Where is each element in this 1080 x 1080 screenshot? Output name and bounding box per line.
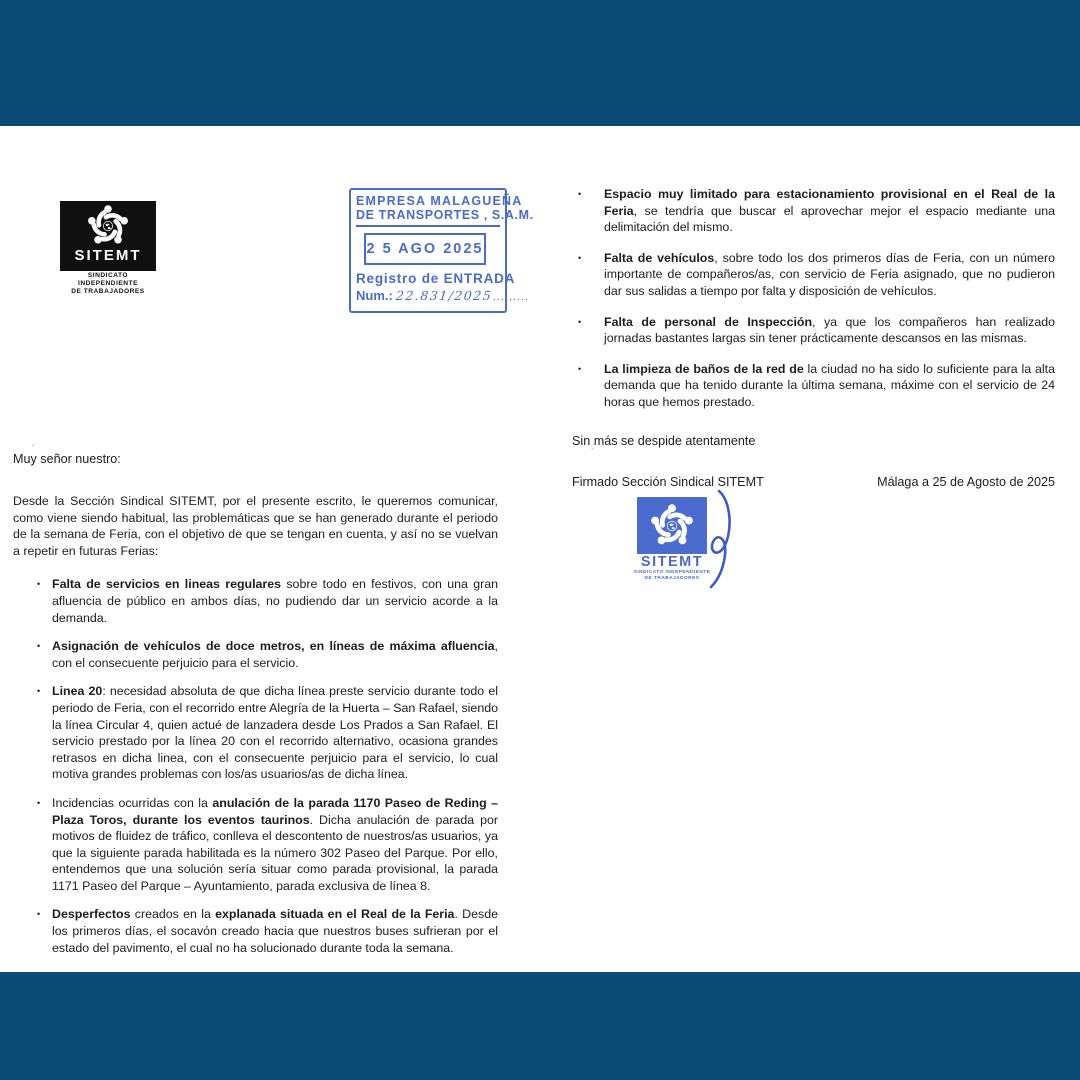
- stamp-registro-line: Registro de ENTRADA: [356, 271, 516, 286]
- place-date: Málaga a 25 de Agosto de 2025: [877, 474, 1055, 489]
- intro-paragraph: Desde la Sección Sindical SITEMT, por el presente escrito, le queremos comunicar, como viene siendo habitual, las problemáticas que se han generado durante el periodo de la semana de Feria, con el objetivo de que se tengan en cuenta, y así no se vuelvan a repetir en futuras Ferias:: [13, 494, 498, 558]
- left-bullet-list: [13, 576, 498, 956]
- bullet-item: • Incidencias ocurridas con la anulación de la parada 1170 Paseo de Reding – Plaza Toros, durante los eventos taurinos. Dicha anulación de parada por motivos de fluidez de tráfico, conlleva el descontento de nuestros/as usuarios, ya que la siguiente parada habilitada es la número 302 Paseo del Parque. Por ello, entendemos que una solución sería situar como parada provisional, la parada 1171 Paseo del Parque – Ayuntamiento, parada exclusiva de línea 8.: [35, 795, 498, 895]
- stamp-date-box: [364, 233, 486, 265]
- registry-entry-stamp: [349, 188, 534, 313]
- sitemt-emblem-icon: [85, 203, 131, 249]
- ink-speck: ʼ: [31, 442, 37, 454]
- signature-stamp: [633, 497, 747, 582]
- signed-by: Firmado Sección Sindical SITEMT: [572, 474, 764, 489]
- logo-wordmark: SITEMT: [74, 247, 142, 264]
- bullet-item: • Falta de servicios en lineas regulares sobre todo en festivos, con una gran afluencia de público en ambos días, no pudiendo dar un servicio acorde a la demanda.: [35, 576, 498, 626]
- signature-row: [572, 475, 1055, 489]
- closing-line: Sin más se despide atentamente: [572, 433, 756, 448]
- stamp-company-line2: DE TRANSPORTES , S.A.M.: [356, 208, 500, 227]
- signature-stamp-caption2: DE TRABAJADORES: [644, 576, 700, 581]
- bottom-border-band: [0, 972, 1080, 1080]
- stamp-num-handwritten: 22.831/2025: [395, 288, 494, 303]
- right-bullet-list: [572, 186, 1055, 411]
- stamp-num-line: [356, 287, 530, 306]
- bullet-item: • Falta de personal de Inspección, ya que los compañeros han realizado jornadas bastantes largas sin tener prácticamente descansos en las mismas.: [576, 314, 1055, 347]
- bullet-item: • Falta de vehículos, sobre todo los dos primeros días de Feria, con un número importante de compañeros/as, con servicio de Feria asignado, que no pudieron dar sus salidas a tiempo por falta y disposición de vehículos.: [576, 250, 1055, 300]
- logo-caption-line1: SINDICATO INDEPENDIENTE: [78, 272, 138, 287]
- bullet-item: • La limpieza de baños de la red de la ciudad no ha sido lo suficiente para la alta demanda que ha tenido durante la última semana, máxime con el servicio de 24 horas que hemos prestado.: [576, 361, 1055, 411]
- sitemt-emblem-blue-icon: [648, 502, 696, 550]
- salutation: Muy señor nuestro:: [13, 452, 121, 466]
- letter-right-column: [572, 186, 1055, 489]
- handwritten-signature: [697, 487, 757, 592]
- stamp-num-label: Num.:: [356, 288, 393, 303]
- letter-left-column: [13, 452, 498, 968]
- bullet-item: • Desperfectos creados en la explanada situada en el Real de la Feria. Desde los primeros días, el socavón creado hacia que nuestros buses sufrieran por el estado del pavimento, el cual no ha solucionado durante toda la semana.: [35, 906, 498, 956]
- bullet-item: • Espacio muy limitado para estacionamiento provisional en el Real de la Feria, se tendría que buscar el aprovechar mejor el espacio mediante una delimitación del mismo.: [576, 186, 1055, 236]
- signature-stamp-caption1: SINDICATO INDEPENDIENTE: [633, 570, 711, 575]
- sitemt-logo-box: [60, 201, 156, 271]
- ink-speck: ʼ: [590, 445, 596, 457]
- stamp-num-dots: .........: [492, 291, 530, 303]
- bullet-item: • Linea 20: necesidad absoluta de que dicha línea preste servicio durante todo el periodo de Feria, con el recorrido entre Alegría de la Huerta – San Rafael, siendo la línea Circular 4, quien actué de lanzadera desde Los Prados a San Rafael. El servicio prestado por la línea 20 con el recorrido alternativo, ocasiona grandes retrasos en dicha linea, con el consecuente perjuicio para el servicio, lo cual motiva grandes problemas con los/as usuarios/as de dicha línea.: [35, 683, 498, 783]
- stamp-date: 2 5 AGO 2025: [366, 241, 484, 257]
- signature-stamp-wordmark: SITEMT: [640, 554, 704, 570]
- sitemt-logo: [58, 201, 158, 296]
- stamp-company-line1: EMPRESA MALAGUEÑA: [356, 194, 523, 208]
- logo-caption-line2: DE TRABAJADORES: [71, 288, 145, 296]
- bullet-item: • Asignación de vehículos de doce metros, en líneas de máxima afluencia, con el consecuente perjuicio para el servicio.: [35, 638, 498, 671]
- top-border-band: [0, 0, 1080, 126]
